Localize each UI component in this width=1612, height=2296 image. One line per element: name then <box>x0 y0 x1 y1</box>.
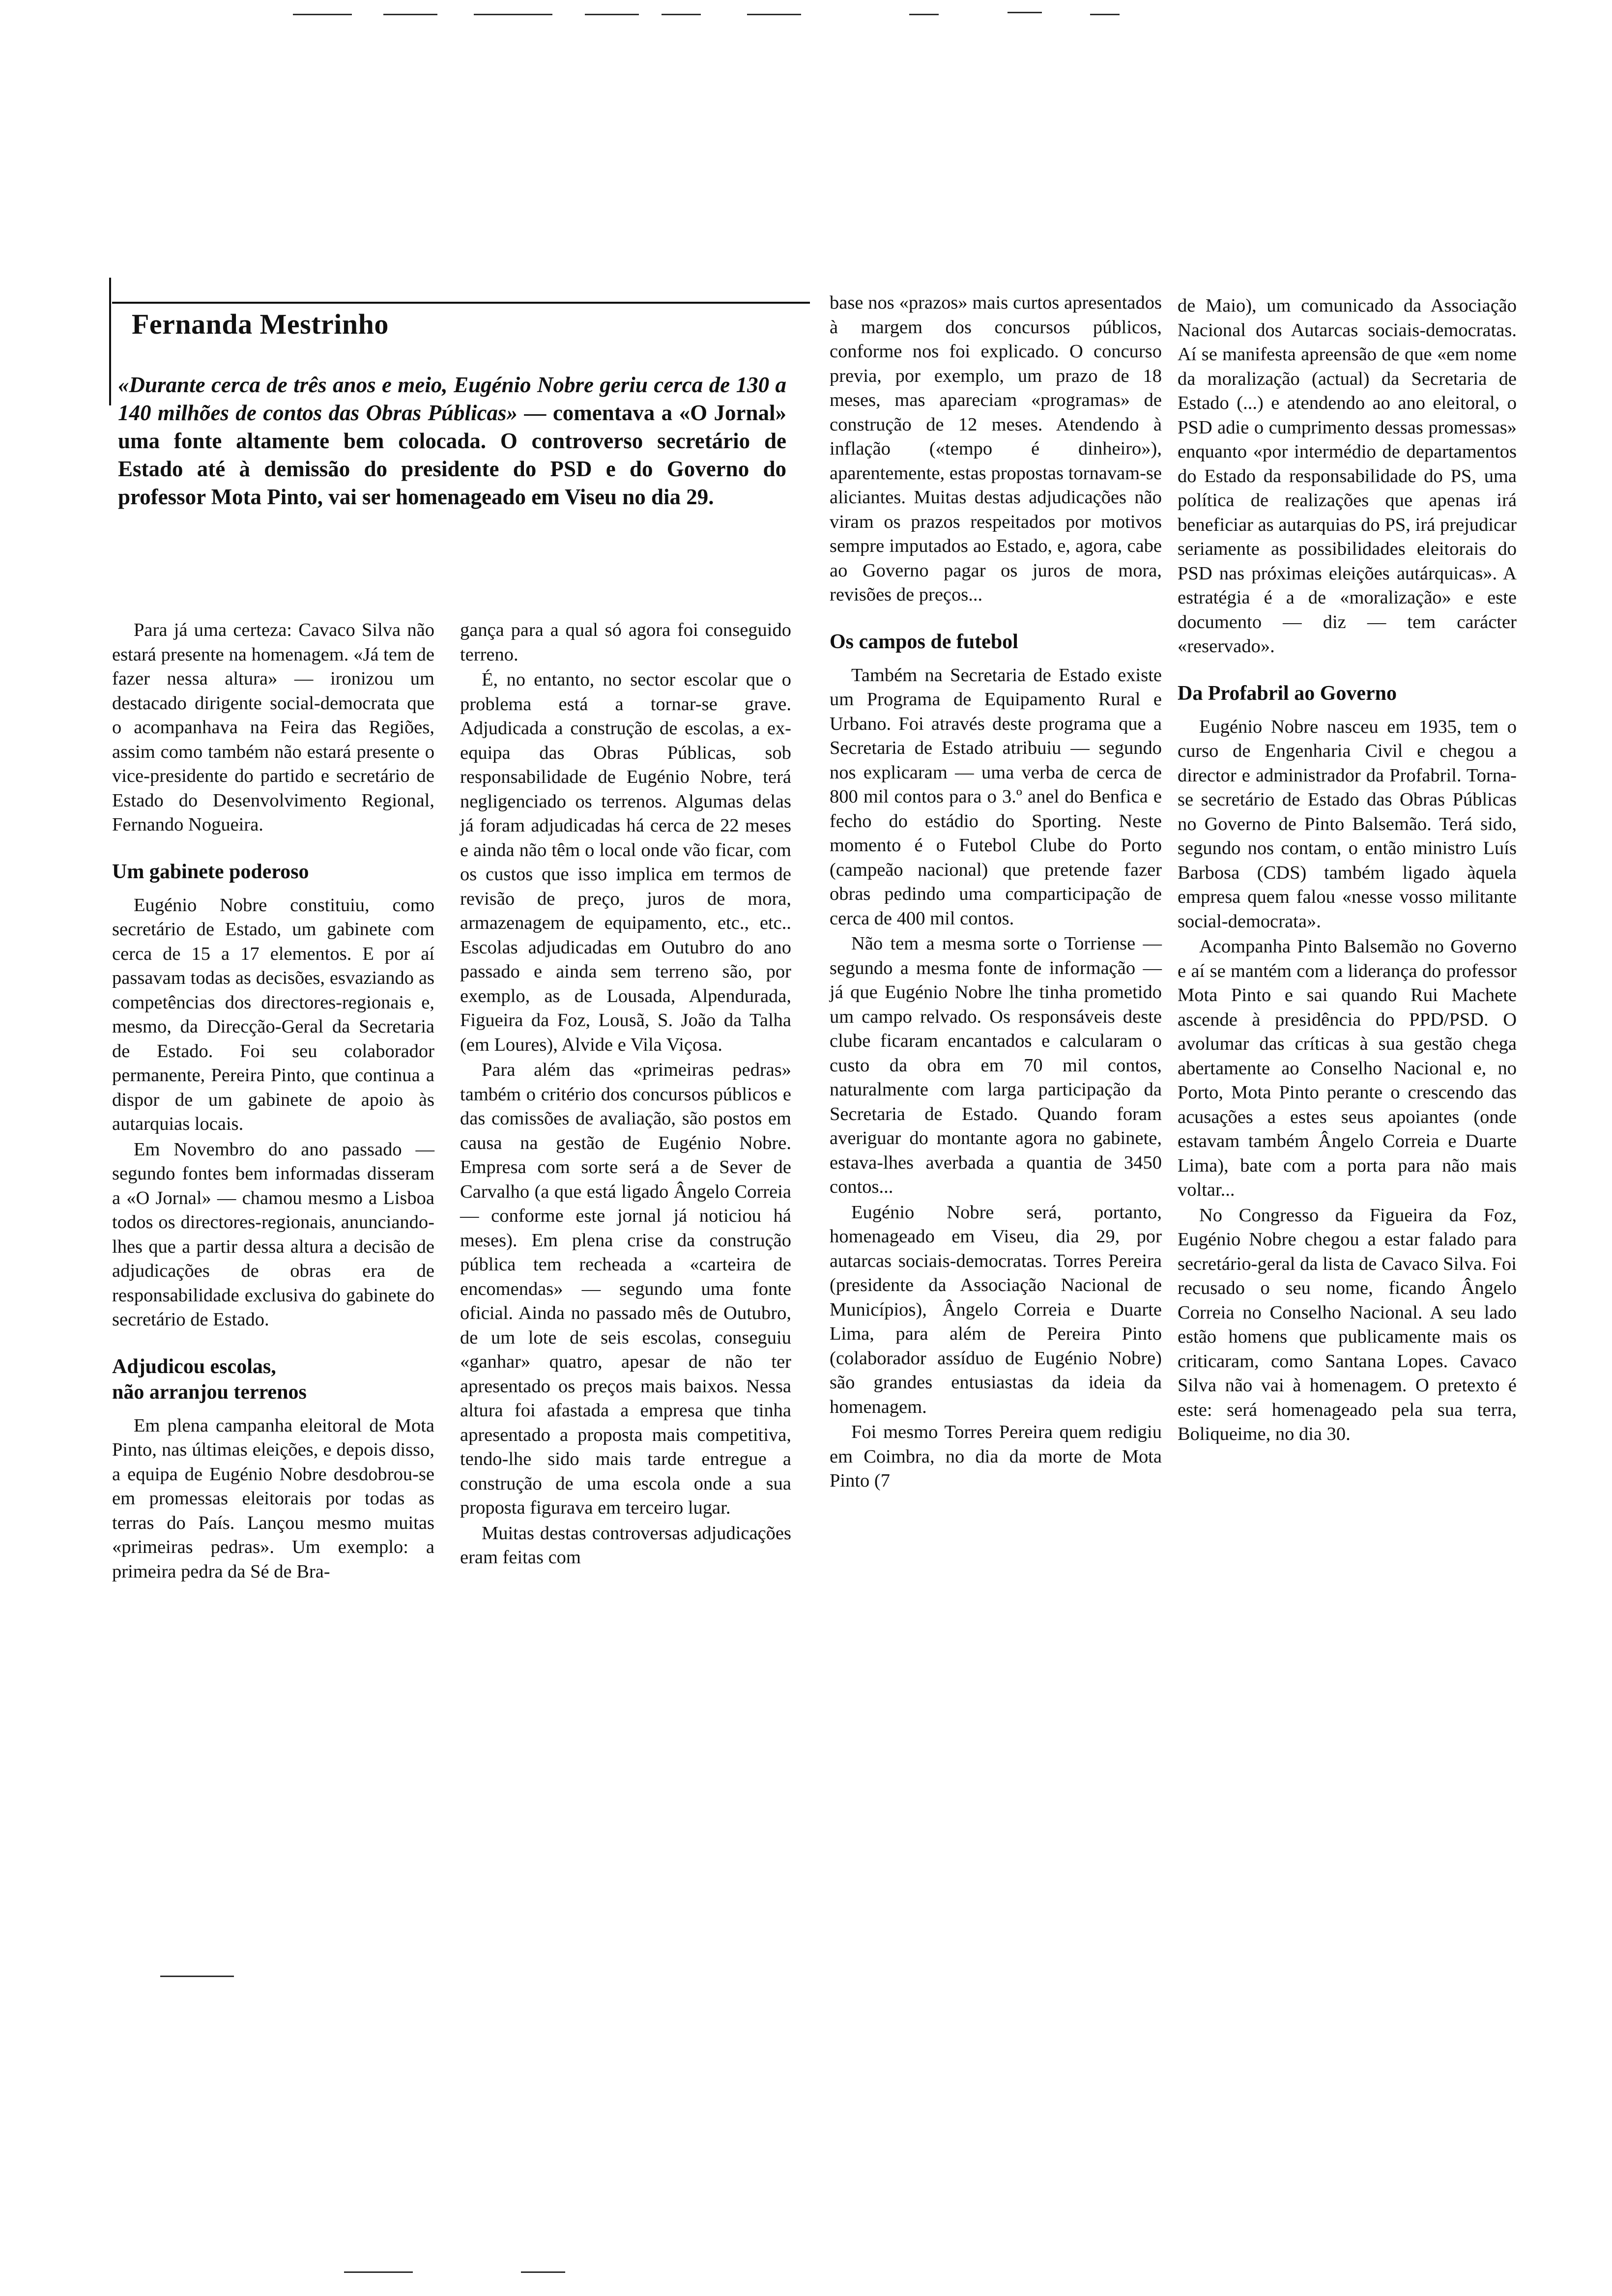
scan-noise-top-1 <box>293 14 352 15</box>
scan-noise-top-4 <box>585 14 639 15</box>
col1-paragraph-2: Eugénio Nobre constituiu, como secretário de Estado, um gabinete com cerca de 15 a 17 elementos. E por aí passavam todas as decisões, esvaziando as competências dos directores-regionais e, mesmo, da Direcção-Geral da Secretaria de Estado. Foi seu colaborador permanente, Pereira Pinto, que continua a dispor de um gabinete de apoio às autarquias locais. <box>112 894 434 1134</box>
col1-paragraph-4: Em plena campanha eleitoral de Mota Pinto, nas últimas eleições, e depois disso, a equipa de Eugénio Nobre desdobrou-se em promessas eleitorais por todas as terras do País. Lançou mesmo muitas «primeiras pedras». Um exemplo: a primeira pedra da Sé de Bra- <box>112 1415 434 1582</box>
left-vertical-rule <box>109 278 111 405</box>
scan-noise-top-5 <box>662 14 701 15</box>
scan-noise-top-7 <box>909 14 939 15</box>
scan-noise-top-9 <box>1090 14 1120 15</box>
col3-paragraph-2: Também na Secretaria de Estado existe um Programa de Equipamento Rural e Urbano. Foi através deste programa que a Secretaria de Estado atribuiu — segundo nos explicaram — uma verba de cerca de 800 mil contos para o 3.º anel do Benfica e fecho do estádio do Sporting. Neste momento é o Futebol Clube do Porto (campeão nacional) que pretende fazer obras pedindo uma comparticipação de cerca de 400 mil contos. <box>830 664 1162 929</box>
col2-paragraph-3: Para além das «primeiras pedras» também o critério dos concursos públicos e das comissões de avaliação, são postos em causa na gestão de Eugénio Nobre. Empresa com sorte será a de Sever de Carvalho (a que está ligado Ângelo Correia — conforme este jornal já noticiou há meses). Em plena crise da construção pública tem recheada a «carteira de encomendas» — segundo uma fonte oficial. Ainda no passado mês de Outubro, de um lote de seis escolas, conseguiu «ganhar» quatro, apesar de não ter apresentado os preços mais baixos. Nessa altura foi afastada a empresa que tinha apresentado a proposta mais competitiva, tendo-lhe sido mais tarde entregue a construção de uma escola onde a sua proposta figurava em terceiro lugar. <box>460 1060 791 1518</box>
col4-paragraph-4: No Congresso da Figueira da Foz, Eugénio Nobre chegou a estar falado para secretário-geral da lista de Cavaco Silva. Foi recusado o seu nome, ficando Ângelo Correia no Conselho Nacional. A seu lado estão homens que publicamente mais os criticaram, como Santana Lopes. Cavaco Silva não vai à homenagem. O pretexto é este: será homenageado pela sua terra, Boliqueime, no dia 30. <box>1178 1205 1517 1444</box>
subheading-campos: Os campos de futebol <box>830 630 1018 653</box>
subheading-profabril: Da Profabril ao Governo <box>1178 682 1397 705</box>
col3-paragraph-1: base nos «prazos» mais curtos apresentados à margem dos concursos públicos, conforme nos foi explicado. O concurso previa, por exemplo, um prazo de 18 meses, mas apareciam «programas» de construção de 12 meses. Atendendo à inflação («tempo é dinheiro»), aparentemente, estas propostas tornavam-se aliciantes. Muitas destas adjudicações não viram os prazos respeitados por motivos sempre imputados ao Estado, e, agora, cabe ao Governo pagar os juros de mora, revisões de preços... <box>830 292 1162 605</box>
scan-noise-bottom-2 <box>521 2271 565 2273</box>
col3-paragraph-5: Foi mesmo Torres Pereira quem redigiu em Coimbra, no dia da morte de Mota Pinto (7 <box>830 1422 1162 1491</box>
scan-noise-mid-1 <box>160 1976 234 1977</box>
lead-rest: — comentava a «O Jornal» uma fonte altamente bem colocada. O controverso secretário de Estado até à demissão do presidente do PSD e do Governo do professor Mota Pinto, vai ser homenageado em Viseu no dia 29. <box>118 401 787 509</box>
subheading-escolas-line-2: não arranjou terrenos <box>112 1380 307 1404</box>
lead-quote: «Durante cerca de três anos e meio, Eugénio Nobre geriu cerca de 130 a 140 milhões de contos das Obras Públicas» <box>118 373 786 425</box>
byline: Fernanda Mestrinho <box>132 308 389 340</box>
column-4 <box>1178 294 1517 1447</box>
scan-noise-top-6 <box>747 14 801 15</box>
col3-paragraph-4: Eugénio Nobre será, portanto, homenageado em Viseu, dia 29, por autarcas sociais-democratas. Torres Pereira (presidente da Associação Nacional de Municípios), Ângelo Correia e Duarte Lima, para além de Pereira Pinto (colaborador assíduo de Eugénio Nobre) são grandes entusiastas da ideia da homenagem. <box>830 1202 1162 1417</box>
col4-paragraph-2: Eugénio Nobre nasceu em 1935, tem o curso de Engenharia Civil e chegou a director e administrador da Profabril. Torna-se secretário de Estado das Obras Públicas no Governo de Pinto Balsemão. Terá sido, segundo nos contam, o então ministro Luís Barbosa (CDS) também ligado àquela empresa quem falou «nesse vosso militante social-democrata». <box>1178 716 1517 932</box>
col1-paragraph-3: Em Novembro do ano passado — segundo fontes bem informadas disseram a «O Jornal» — chamou mesmo a Lisboa todos os directores-regionais, anunciando-lhes que a partir dessa altura a decisão de adjudicações de obras era de responsabilidade exclusiva do gabinete do secretário de Estado. <box>112 1139 434 1330</box>
scan-noise-top-2 <box>383 14 437 15</box>
lead-paragraph <box>118 371 786 511</box>
scan-noise-bottom-1 <box>344 2271 413 2273</box>
col1-paragraph-1: Para já uma certeza: Cavaco Silva não estará presente na homenagem. «Já tem de fazer nessa altura» — ironizou um destacado dirigente social-democrata que o acompanhava na Feira das Regiões, assim como também não estará presente o vice-presidente do partido e secretário de Estado do Desenvolvimento Regional, Fernando Nogueira. <box>112 620 434 835</box>
scan-noise-top-8 <box>1008 12 1042 13</box>
subheading-escolas-line-1: Adjudicou escolas, <box>112 1355 276 1378</box>
col4-paragraph-1: de Maio), um comunicado da Associação Nacional dos Autarcas sociais-democratas. Aí se manifesta apreensão de que «em nome da moralização (actual) da Secretaria de Estado (...) e atendendo ao ano eleitoral, o PSD adie o cumprimento dessas promessas» enquanto «por intermédio de departamentos do Estado da responsabilidade do PS, uma política de realizações que apenas irá beneficiar as autarquias do PS, irá prejudicar seriamente as possibilidades eleitorais do PSD nas próximas eleições autárquicas». A estratégia é a de «moralização» e este documento — diz — tem carácter «reservado». <box>1178 295 1517 657</box>
col3-paragraph-3: Não tem a mesma sorte o Torriense — segundo a mesma fonte de informação — já que Eugénio Nobre lhe tinha prometido um campo relvado. Os responsáveis deste clube ficaram encantados e calcularam o custo da obra em 70 mil contos, naturalmente com larga participação da Secretaria de Estado. Quando foram averiguar do montante agora no gabinete, estava-lhes averbada a quantia de 3450 contos... <box>830 933 1162 1197</box>
subheading-gabinete: Um gabinete poderoso <box>112 860 309 883</box>
column-3 <box>830 291 1162 1493</box>
col4-paragraph-3: Acompanha Pinto Balsemão no Governo e aí se mantém com a liderança do professor Mota Pinto e sai quando Rui Machete ascende à presidência do PPD/PSD. O avolumar das críticas à sua gestão chega abertamente ao Conselho Nacional e, no Porto, Mota Pinto perante o crescendo das acusações a estes seus apoiantes (onde estavam também Ângelo Correia e Duarte Lima), bate com a porta para não mais voltar... <box>1178 936 1517 1200</box>
col2-paragraph-2: É, no entanto, no sector escolar que o problema está a tornar-se grave. Adjudicada a construção de escolas, a ex-equipa das Obras Públicas, sob responsabilidade de Eugénio Nobre, terá negligenciado os terrenos. Algumas delas já foram adjudicadas há cerca de 22 meses e ainda não têm o local onde vão ficar, com os custos que isso implica em termos de revisão de preço, juros de mora, armazenagem de equipamento, etc., etc.. Escolas adjudicadas em Outubro do ano passado e ainda sem terreno são, por exemplo, as de Lousada, Alpendurada, Figueira da Foz, Lousã, S. João da Talha (em Loures), Alvide e Vila Viçosa. <box>460 669 791 1055</box>
column-1 <box>112 618 434 1584</box>
col2-paragraph-1: gança para a qual só agora foi conseguido terreno. <box>460 620 791 665</box>
col2-paragraph-4: Muitas destas controversas adjudicações eram feitas com <box>460 1522 791 1568</box>
column-2 <box>460 618 791 1570</box>
scan-noise-top-3 <box>474 14 552 15</box>
subheading-escolas <box>112 1354 434 1405</box>
